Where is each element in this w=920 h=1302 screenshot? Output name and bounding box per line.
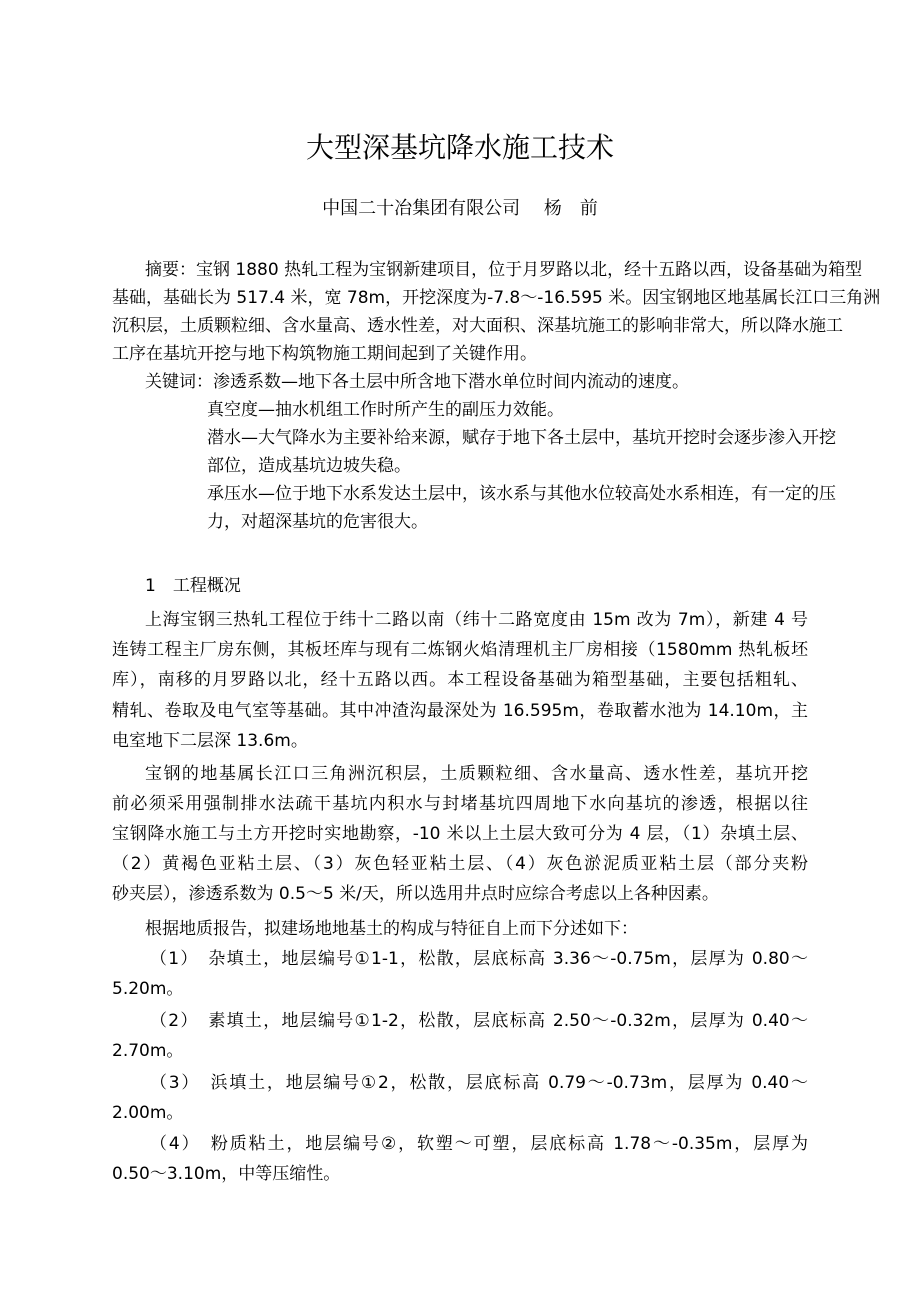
paragraph-line: 宝钢的地基属长江口三角洲沉积层，土质颗粒细、含水量高、透水性差，基坑开挖 — [145, 764, 808, 784]
paragraph-line: 前必须采用强制排水法疏干基坑内积水与封堵基坑四周地下水向基坑的渗透，根据以往 — [112, 794, 808, 814]
list-item-continuation: 2.00m。 — [112, 1103, 184, 1123]
keyword-line: 力，对超深基坑的危害很大。 — [207, 512, 428, 532]
list-item: （3） 浜填土，地层编号①2，松散，层底标高 0.79～-0.73m，层厚为 0.40～ — [150, 1073, 808, 1093]
document-title: 大型深基坑降水施工技术 — [305, 131, 614, 164]
paragraph-line: 库），南移的月罗路以北，经十五路以西。本工程设备基础为箱型基础，主要包括粗轧、 — [112, 670, 808, 690]
list-item-continuation: 0.50～3.10m，中等压缩性。 — [112, 1164, 341, 1184]
keyword-line: 潜水—大气降水为主要补给来源，赋存于地下各土层中，基坑开挖时会逐步渗入开挖 — [207, 428, 836, 448]
paragraph-line: 上海宝钢三热轧工程位于纬十二路以南（纬十二路宽度由 15m 改为 7m），新建 4 号 — [145, 610, 808, 630]
list-item: （2） 素填土，地层编号①1-2，松散，层底标高 2.50～-0.32m，层厚为 0.40～ — [150, 1011, 808, 1031]
paragraph-line: （2）黄褐色亚粘土层、（3）灰色轻亚粘土层、（4）灰色淤泥质亚粘土层（部分夹粉 — [112, 854, 808, 874]
paragraph-line: 砂夹层），渗透系数为 0.5～5 米/天，所以选用井点时应综合考虑以上各种因素。 — [112, 884, 719, 904]
list-item-continuation: 2.70m。 — [112, 1041, 184, 1061]
list-item: （1） 杂填土，地层编号①1-1，松散，层底标高 3.36～-0.75m，层厚为 0.80～ — [150, 949, 808, 969]
abstract-line: 基础，基础长为 517.4 米，宽 78m，开挖深度为-7.8～-16.595 米。因宝钢地区地基属长江口三角洲 — [112, 288, 881, 308]
abstract-line: 摘要：宝钢 1880 热轧工程为宝钢新建项目，位于月罗路以北，经十五路以西，设备基础为箱型 — [145, 260, 863, 280]
paragraph-line: 宝钢降水施工与土方开挖时实地勘察，-10 米以上土层大致可分为 4 层，（1）杂填土层、 — [112, 824, 808, 844]
keyword-line: 真空度—抽水机组工作时所产生的副压力效能。 — [207, 400, 564, 420]
keyword-line: 关键词：渗透系数—地下各土层中所含地下潜水单位时间内流动的速度。 — [145, 372, 689, 392]
paragraph-line: 电室地下二层深 13.6m。 — [112, 731, 308, 751]
abstract-line: 沉积层，土质颗粒细、含水量高、透水性差，对大面积、深基坑施工的影响非常大，所以降水施工 — [112, 316, 843, 336]
list-item-continuation: 5.20m。 — [112, 979, 184, 999]
abstract-line: 工序在基坑开挖与地下构筑物施工期间起到了关键作用。 — [112, 344, 537, 364]
keyword-line: 部位，造成基坑边坡失稳。 — [207, 456, 411, 476]
paragraph-line: 连铸工程主厂房东侧，其板坯库与现有二炼钢火焰清理机主厂房相接（1580mm 热轧板坯 — [112, 640, 808, 660]
list-item: （4） 粉质粘土，地层编号②，软塑～可塑，层底标高 1.78～-0.35m，层厚为 — [150, 1134, 808, 1154]
section-heading: 1 工程概况 — [145, 576, 241, 596]
paragraph-line: 精轧、卷取及电气室等基础。其中冲渣沟最深处为 16.595m，卷取蓄水池为 14.10m，主 — [112, 701, 808, 721]
author-line: 中国二十冶集团有限公司 杨 前 — [322, 198, 598, 219]
paragraph-3: 根据地质报告，拟建场地地基土的构成与特征自上而下分述如下： — [145, 919, 638, 939]
keyword-line: 承压水—位于地下水系发达土层中，该水系与其他水位较高处水系相连，有一定的压 — [207, 484, 836, 504]
